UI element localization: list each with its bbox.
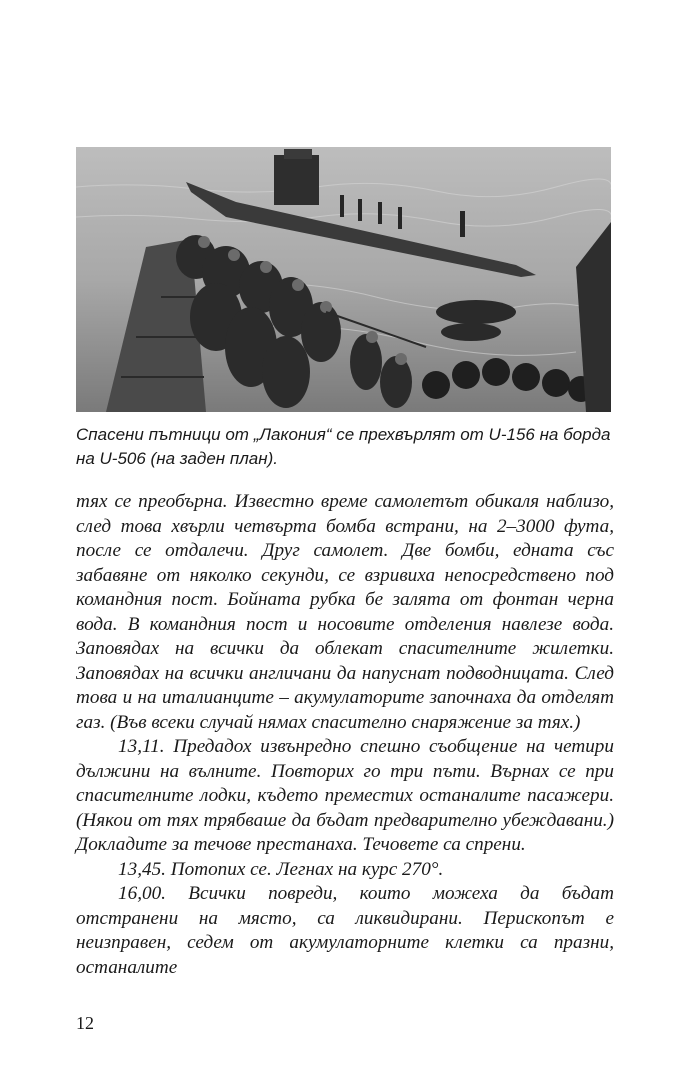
paragraph: 13,11. Предадох извънредно спешно съобщение на четири дължини на вълните. Повторих го три пъти. Върнах се при спасителните лодки, където преместих останалите пасажери. (Някои от тях трябваше да бъдат предварително убеждавани.) Докладите за течове престанаха. Течовете са спрени.	[76, 736, 614, 855]
paragraph: тях се преобърна. Известно време самолетът обикаля наблизо, след това хвърли четвърта бомба встрани, на 2–3000 фута, после се отдалечи. Друг самолет. Две бомби, едната със забавяне от няколко секунди, се взривиха непосредствено под командния пост. Бойната рубка бе залята от фонтан черна вода. В командния пост и носовите отделения навлезе вода. Заповядах на всички да облекат спасителните жилетки. Заповядах на всички англичани да напуснат подводницата. След това и на италианците – акумулаторите започнаха да отделят газ. (Във всеки случай нямах спасително снаряжение за тях.)	[76, 491, 614, 733]
photo-submarines	[76, 147, 611, 412]
body-text	[76, 490, 614, 980]
paragraph: 13,45. Потопих се. Легнах на курс 270°.	[118, 858, 444, 880]
page-number: 12	[76, 1013, 94, 1033]
photo-submarines-icon	[76, 147, 611, 412]
paragraph: 16,00. Всички повреди, които можеха да бъдат отстранени на място, са ликвидирани. Перископът е неизправен, седем от акумулаторните клетки са празни, останалите	[76, 883, 614, 978]
photo-caption: Спасени пътници от „Лакония“ се прехвърлят от U-156 на борда на U-506 (на заден план).	[76, 425, 611, 468]
